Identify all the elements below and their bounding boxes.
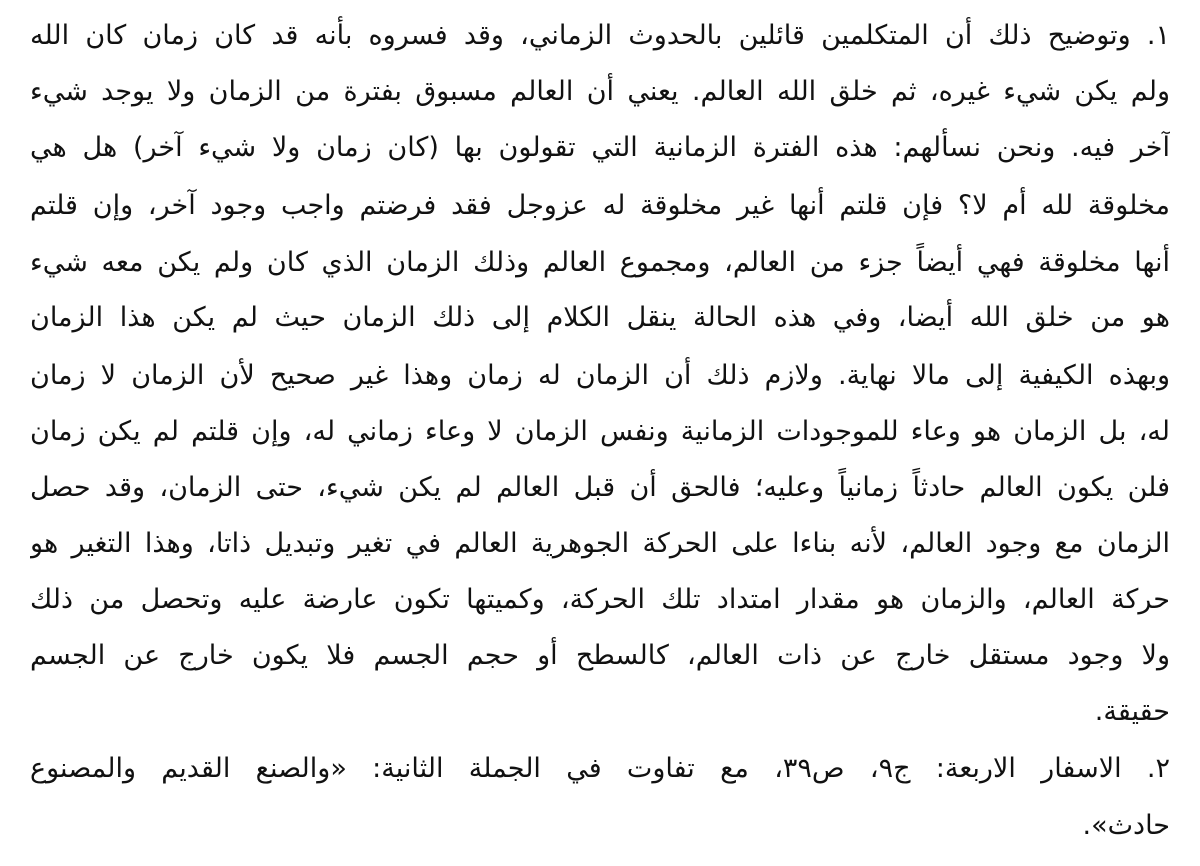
footnote-1-line-1: ١. وتوضيح ذلك أن المتكلمين قائلين بالحدوث الزماني، وقد فسروه بأنه قد كان زمان كان الله (30, 20, 1170, 51)
footnote-1-line-7: وبهذه الكيفية إلى مالا نهاية. ولازم ذلك أن الزمان له زمان وهذا غير صحيح لأن الزمان لا زمان (30, 360, 1170, 391)
footnote-1-line-6: هو من خلق الله أيضا، وفي هذه الحالة ينقل الكلام إلى ذلك الزمان حيث لم يكن هذا الزمان (30, 302, 1170, 333)
footnote-1-line-13: حقيقة. (1094, 696, 1170, 727)
footnote-1-line-2: ولم يكن شيء غيره، ثم خلق الله العالم. يعني أن العالم مسبوق بفترة من الزمان ولا يوجد شيء (30, 76, 1170, 107)
footnote-1-line-8: له، بل الزمان هو وعاء للموجودات الزمانية ونفس الزمان لا وعاء زماني له، وإن قلتم لم يكن زمان (30, 416, 1170, 447)
footnote-2-line-1: ٢. الاسفار الاربعة: ج٩، ص٣٩، مع تفاوت في الجملة الثانية: «والصنع القديم والمصنوع (30, 753, 1170, 784)
footnote-1-line-3: آخر فيه. ونحن نسألهم: هذه الفترة الزمانية التي تقولون بها (كان زمان ولا شيء آخر) هل هي (30, 132, 1170, 163)
footnote-1-line-10: الزمان مع وجود العالم، لأنه بناءا على الحركة الجوهرية العالم في تغير وتبديل ذاتا، وهذا التغير هو (30, 528, 1170, 559)
footnote-1-line-12: ولا وجود مستقل خارج عن ذات العالم، كالسطح أو حجم الجسم فلا يكون خارج عن الجسم (30, 640, 1170, 671)
footnote-1-line-4: مخلوقة لله أم لا؟ فإن قلتم أنها غير مخلوقة له عزوجل فقد فرضتم واجب وجود آخر، وإن قلتم (30, 190, 1170, 221)
footnote-1-line-11: حركة العالم، والزمان هو مقدار امتداد تلك الحركة، وكميتها تكون عارضة عليه وتحصل من ذلك (30, 584, 1170, 615)
footnote-1-line-9: فلن يكون العالم حادثاً زمانياً وعليه؛ فالحق أن قبل العالم لم يكن شيء، حتى الزمان، وقد حصل (30, 472, 1170, 503)
footnote-1-line-5: أنها مخلوقة فهي أيضاً جزء من العالم، ومجموع العالم وذلك الزمان الذي كان ولم يكن معه شيء (30, 247, 1170, 278)
footnote-2-line-2: حادث». (1082, 810, 1170, 841)
